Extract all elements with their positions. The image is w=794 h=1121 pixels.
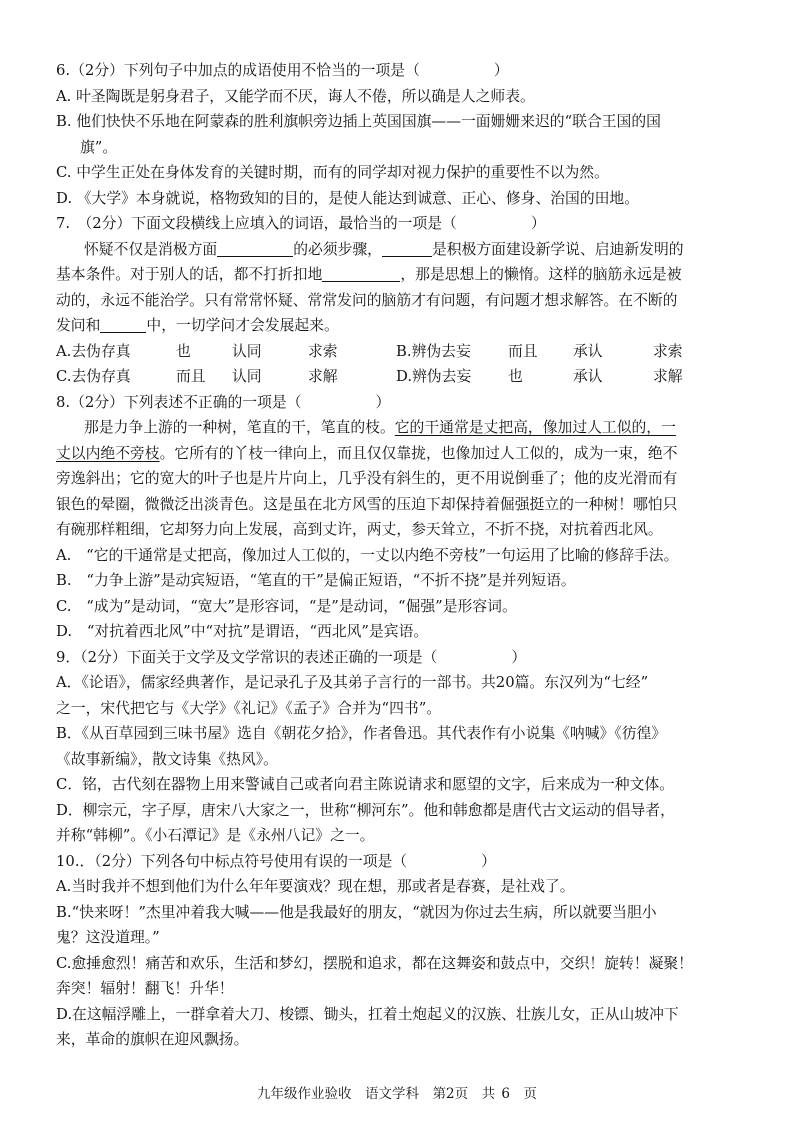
q8-option-d: D. “对抗着西北风”中“对抗”是谓语，“西北风”是宾语。 <box>56 623 429 640</box>
q7-option-word: 承认 <box>573 368 603 385</box>
q6-stem: 6.（2分）下列句子中加点的成语使用不恰当的一项是（ ） <box>56 62 509 79</box>
q7-blank-3 <box>322 263 400 282</box>
q7-option-label: A.去伪存真 <box>56 342 131 360</box>
q10-option-c-line2: 奔突！辐射！翻飞！升华！ <box>56 980 234 997</box>
q8-option-c: C. “成为”是动词，“宽大”是形容词，“是”是动词，“倔强”是形容词。 <box>56 597 517 615</box>
q7-option-word: 承认 <box>573 342 603 360</box>
q7-option-word: 认同 <box>232 368 262 385</box>
q7-option-label: D.辨伪去妄 <box>396 368 472 385</box>
q7-blank-2 <box>382 238 432 257</box>
q8-passage-line5: 有碗那样粗细，它却努力向上发展，高到丈许，两丈，参天耸立，不折不挠，对抗着西北风。 <box>56 521 663 538</box>
q8-underlined-text: 丈以内绝不旁枝 <box>56 444 160 462</box>
q9-option-b-line1: B．《从百草园到三味书屋》选自《朝花夕拾》，作者鲁迅。其代表作有小说集《呐喊》《彷徨》 <box>56 725 667 742</box>
q7-options-row2 <box>56 364 740 390</box>
q6-option-a: A. 叶圣陶既是躬身君子，又能学而不厌，诲人不倦，所以确是人之师表。 <box>56 87 535 105</box>
q10-option-a: A.当时我并不想到他们为什么年年要演戏？现在想，那或者是春赛，是社戏了。 <box>56 878 575 895</box>
q8-text: 那是力争上游的一种树，笔直的干，笔直的枝。 <box>84 419 395 436</box>
q9-option-a-line2: 之一，宋代把它与《大学》《礼记》《孟子》合并为“四书”。 <box>56 699 442 717</box>
q7-text: ，那是思想上的懒惰。这样的脑筋永远是被 <box>400 266 682 283</box>
q7-option-word: 求解 <box>653 368 683 385</box>
q10-option-d-line2: 来，革命的旗帜在迎风飘扬。 <box>56 1031 249 1048</box>
q7-options-row1 <box>56 339 740 365</box>
q10-stem: 10.．（2分）下列各句中标点符号使用有误的一项是（ ） <box>56 852 496 870</box>
q8-passage-line3: 旁逸斜出；它的宽大的叶子也是片片向上，几乎没有斜生的，更不用说倒垂了；他的皮光滑而有 <box>56 470 678 487</box>
q9-option-d-line1: D．柳宗元，字子厚，唐宋八大家之一，世称“柳河东”。他和韩愈都是唐代古文运动的倡导者， <box>56 801 675 819</box>
q7-option-word: 而且 <box>508 342 538 360</box>
q8-stem: 8.（2分）下列表述不正确的一项是（ ） <box>56 393 391 411</box>
exam-page <box>56 58 740 1053</box>
q7-passage-line3: 动的，永远不能治学。只有常常怀疑、常常发问的脑筋才有问题，有问题才想求解答。在不断的 <box>56 291 678 309</box>
q7-option-label: C.去伪存真 <box>56 368 131 385</box>
q7-option-word: 而且 <box>176 368 206 385</box>
q7-passage-line1 <box>56 237 740 263</box>
q7-blank-4 <box>100 314 146 333</box>
q9-option-b-line2: 《故事新编》，散文诗集《热风》。 <box>56 750 278 768</box>
q7-option-word: 求索 <box>653 342 683 360</box>
q10-option-c-line1: C.愈捶愈烈！痛苦和欢乐，生活和梦幻，摆脱和追求，都在这舞姿和鼓点中，交织！旋转！凝聚！ <box>56 954 693 972</box>
q6-option-b-line1: B. 他们快快不乐地在阿蒙森的胜利旗帜旁边插上英国国旗——一面姗姗来迟的“联合王国的国 <box>56 113 661 130</box>
q6-option-d: D. 《大学》本身就说，格物致知的目的，是使人能达到诚意、正心、修身、治国的田地。 <box>56 189 640 207</box>
q9-option-a-line1: A．《论语》，儒家经典著作，是记录孔子及其弟子言行的一部书。共20篇。东汉列为“七经” <box>56 674 649 691</box>
q8-option-a: A. “它的干通常是丈把高，像加过人工似的，一丈以内绝不旁枝”一句运用了比喻的修辞手法。 <box>56 546 679 564</box>
q7-option-word: 求解 <box>308 368 338 385</box>
q8-text: 。它所有的丫枝一律向上，而且仅仅靠拢，也像加过人工似的，成为一束，绝不 <box>159 444 678 462</box>
page-footer: 九年级作业验收 语文学科 第2页 共 6 页 <box>257 1086 537 1102</box>
q8-passage-line2 <box>56 441 740 467</box>
q7-option-word: 认同 <box>232 342 262 360</box>
q9-option-c: C．铭，古代刻在器物上用来警诫自己或者向君主陈说请求和愿望的文字，后来成为一种文体。 <box>56 776 674 793</box>
q8-underlined-text: 它的干通常是丈把高，像加过人工似的，一 <box>394 419 676 436</box>
q7-text: 的必须步骤， <box>293 240 382 258</box>
q6-option-c: C. 中学生正处在身体发育的关键时期，而有的同学却对视力保护的重要性不以为然。 <box>56 164 609 181</box>
q8-passage-line1 <box>56 415 740 441</box>
q9-stem: 9．（2分）下面关于文学及文学常识的表述正确的一项是（ ） <box>56 648 527 666</box>
q7-text: 发问和 <box>56 317 101 334</box>
q7-passage-line4 <box>56 313 740 339</box>
q7-option-word: 也 <box>176 342 191 360</box>
q7-option-label: B.辨伪去妄 <box>396 342 471 360</box>
q7-passage-line2 <box>56 262 740 288</box>
q10-option-d-line1: D.在这幅浮雕上，一群拿着大刀、梭镖、锄头，扛着土炮起义的汉族、壮族儿女，正从山坡冲下 <box>56 1005 679 1023</box>
q8-option-b: B. “力争上游”是动宾短语，“笔直的干”是偏正短语，“不折不挠”是并列短语。 <box>56 572 576 589</box>
q8-passage-line4: 银色的晕圈，微微泛出淡青色。这是虽在北方风雪的压迫下却保持着倔强挺立的一种树！哪怕只 <box>56 495 678 513</box>
q10-option-b-line1: B.“快来呀！”杰里冲着我大喊——他是我最好的朋友，“就因为你过去生病，所以就要当胆小 <box>56 903 657 921</box>
q7-text: 是积极方面建设新学说、启迪新发明的 <box>431 240 684 258</box>
q7-option-word: 求索 <box>308 342 338 360</box>
q9-option-d-line2: 并称“韩柳”。《小石潭记》是《永州八记》之一。 <box>56 827 375 844</box>
q7-stem: 7. （2分）下面文段横线上应填入的词语，最恰当的一项是（ ） <box>56 215 546 232</box>
q7-text: 基本条件。对于别人的话，都不打折扣地 <box>56 266 323 283</box>
q10-option-b-line2: 鬼？这没道理。” <box>56 929 160 946</box>
q7-text: 中，一切学问才会发展起来。 <box>146 317 339 334</box>
q6-option-b-line2: 旗”。 <box>80 138 118 156</box>
q7-option-word: 也 <box>508 368 523 385</box>
q7-text: 怀疑不仅是消极方面 <box>84 240 218 258</box>
q7-blank-1 <box>217 238 293 257</box>
